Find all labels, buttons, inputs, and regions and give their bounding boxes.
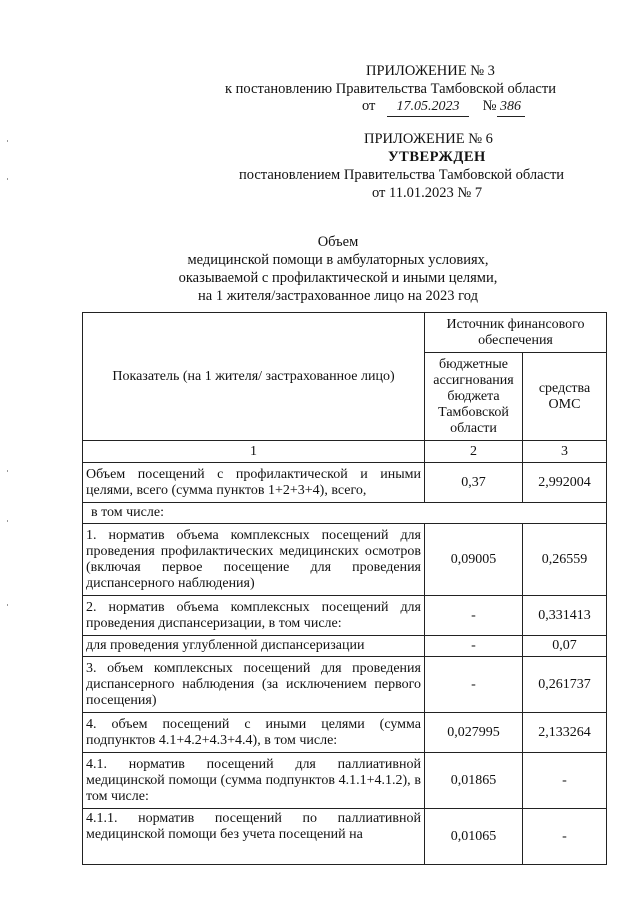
row-oms: 0,26559 — [523, 524, 607, 596]
header-indicator: Показатель (на 1 жителя/ застрахованное лицо) — [83, 313, 425, 441]
row-label: в том числе: — [83, 503, 607, 524]
scan-margin-marks — [6, 0, 9, 905]
table-row — [83, 753, 607, 809]
doc-title-line2: медицинской помощи в амбулаторных условиях, — [187, 252, 489, 268]
doc-title-line3: оказываемой с профилактической и иными целями, — [178, 270, 498, 286]
appendix3-subtitle: к постановлению Правительства Тамбовской области — [225, 81, 556, 97]
doc-title-line4: на 1 жителя/застрахованное лицо на 2023 год — [198, 288, 478, 304]
row-oms: 0,331413 — [523, 596, 607, 636]
table-row — [83, 657, 607, 713]
row-oms: - — [523, 809, 607, 865]
row-budget: - — [425, 657, 523, 713]
table-row — [83, 463, 607, 503]
header-source: Источник финансового обеспечения — [425, 313, 607, 353]
scan-marks-icon — [6, 0, 9, 905]
table-row — [83, 596, 607, 636]
row-oms: 0,07 — [523, 636, 607, 657]
col-number-3: 3 — [523, 441, 607, 463]
handwritten-number: 386 — [497, 98, 525, 117]
approved-label: УТВЕРЖДЕН — [388, 149, 486, 165]
table-row — [83, 713, 607, 753]
appendix6-line2: от 11.01.2023 № 7 — [372, 185, 483, 201]
row-label: для проведения углубленной диспансеризации — [83, 636, 425, 657]
doc-title-line1: Объем — [317, 234, 359, 250]
appendix3-title: ПРИЛОЖЕНИЕ № 3 — [366, 63, 495, 79]
header-budget: бюджетные ассигнования бюджета Тамбовской области — [425, 353, 523, 441]
table-row — [83, 636, 607, 657]
row-label: Объем посещений с профилактической и иными целями, всего (сумма пунктов 1+2+3+4), всего, — [83, 463, 425, 503]
row-oms: - — [523, 753, 607, 809]
from-label: от — [362, 98, 376, 114]
row-budget: - — [425, 596, 523, 636]
handwritten-date: 17.05.2023 — [387, 98, 469, 117]
row-budget: 0,09005 — [425, 524, 523, 596]
row-label: 4.1. норматив посещений для паллиативной медицинской помощи (сумма подпунктов 4.1.1+4.1.2), в том числе: — [83, 753, 425, 809]
appendix6-line1: постановлением Правительства Тамбовской области — [239, 167, 565, 183]
number-label: № — [482, 98, 497, 114]
row-budget: 0,01865 — [425, 753, 523, 809]
table-row — [83, 524, 607, 596]
row-oms: 2,133264 — [523, 713, 607, 753]
col-number-2: 2 — [425, 441, 523, 463]
row-budget: 0,01065 — [425, 809, 523, 865]
row-budget: 0,37 — [425, 463, 523, 503]
row-label: 3. объем комплексных посещений для проведения диспансерного наблюдения (за исключением первого посещения) — [83, 657, 425, 713]
col-number-1: 1 — [83, 441, 425, 463]
row-label: 4.1.1. норматив посещений по паллиативной медицинской помощи без учета посещений на — [83, 809, 425, 865]
row-oms: 0,261737 — [523, 657, 607, 713]
row-budget: 0,027995 — [425, 713, 523, 753]
row-budget: - — [425, 636, 523, 657]
table-row — [83, 503, 607, 524]
row-label: 2. норматив объема комплексных посещений для проведения диспансеризации, в том числе: — [83, 596, 425, 636]
appendix3-date-line — [362, 97, 525, 117]
row-label: 4. объем посещений с иными целями (сумма подпунктов 4.1+4.2+4.3+4.4), в том числе: — [83, 713, 425, 753]
volume-table — [82, 312, 607, 865]
row-oms: 2,992004 — [523, 463, 607, 503]
row-label: 1. норматив объема комплексных посещений для проведения профилактических медицинских осмотров (включая первое посещение для проведения диспансерного наблюдения) — [83, 524, 425, 596]
appendix6-title: ПРИЛОЖЕНИЕ № 6 — [364, 131, 493, 147]
header-oms: средства ОМС — [523, 353, 607, 441]
table-row — [83, 809, 607, 865]
